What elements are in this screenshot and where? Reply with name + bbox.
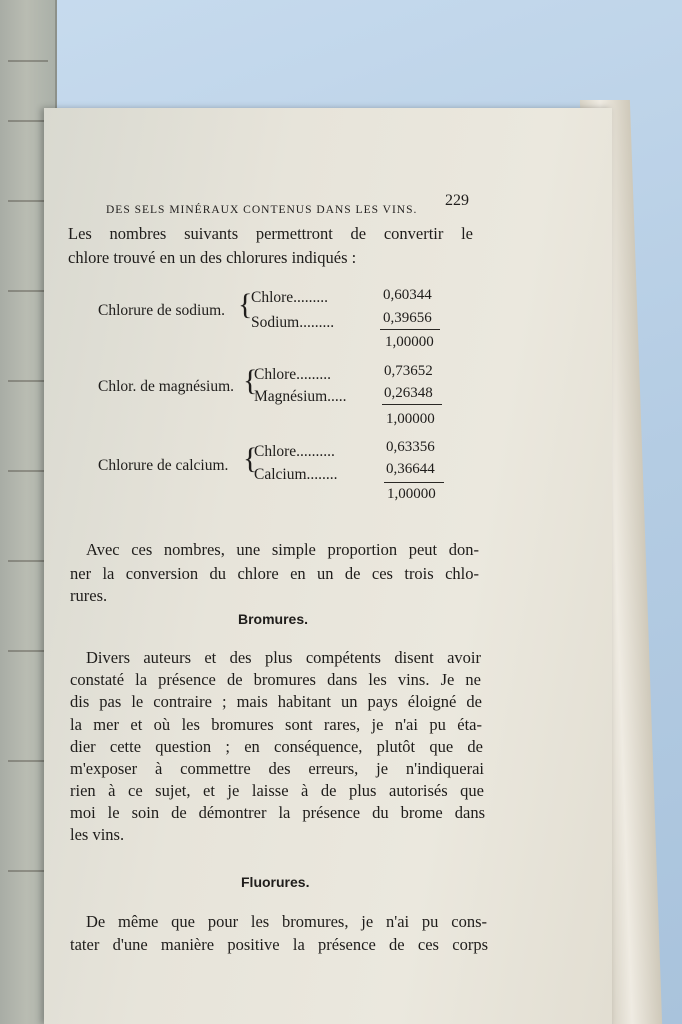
compound-name: Chlorure de sodium. xyxy=(98,302,225,319)
intro-line: chlore trouvé en un des chlorures indiqués : xyxy=(68,248,357,267)
intro-line: Les nombres suivants permettront de convertir le xyxy=(68,224,473,243)
paragraph-line: les vins. xyxy=(70,825,125,844)
element-value: 0,60344 xyxy=(383,287,432,303)
paragraph-line: constaté la présence de bromures dans les vins. Je ne xyxy=(70,670,481,689)
brace-icon: { xyxy=(238,288,253,321)
total-value: 1,00000 xyxy=(387,486,436,502)
paragraph-line: ner la conversion du chlore en un de ces trois chlo- xyxy=(70,564,479,583)
element-label: Calcium........ xyxy=(254,466,338,483)
element-value: 0,36644 xyxy=(386,461,435,477)
element-label: Chlore.......... xyxy=(254,443,335,460)
element-label: Chlore......... xyxy=(251,289,329,306)
paragraph-line: De même que pour les bromures, je n'ai pu cons- xyxy=(86,912,487,931)
compound-name: Chlor. de magnésium. xyxy=(98,378,235,395)
paragraph-line: rures. xyxy=(70,586,108,605)
compound-name: Chlorure de calcium. xyxy=(98,457,229,474)
page-number: 229 xyxy=(445,192,469,209)
element-value: 0,73652 xyxy=(384,363,433,379)
brace-icon: { xyxy=(243,364,258,397)
element-label: Chlore......... xyxy=(254,366,332,383)
sum-rule xyxy=(380,329,440,330)
sum-rule xyxy=(382,404,442,405)
sum-rule xyxy=(384,482,444,483)
paragraph-line: tater d'une manière positive la présence de ces corps xyxy=(70,935,488,954)
paragraph-line: dier cette question ; en conséquence, plutôt que de xyxy=(70,737,483,756)
element-value: 0,26348 xyxy=(384,385,433,401)
section-heading-bromures: Bromures. xyxy=(238,611,309,627)
paragraph-line: moi le soin de démontrer la présence du brome dans xyxy=(70,803,485,822)
paragraph-line: Avec ces nombres, une simple proportion peut don- xyxy=(86,540,479,559)
element-label: Magnésium..... xyxy=(254,388,347,405)
running-header: DES SELS MINÉRAUX CONTENUS DANS LES VINS. xyxy=(106,204,418,216)
element-label: Sodium......... xyxy=(251,314,335,331)
paragraph-line: rien à ce sujet, et je laisse à de plus autorisés que xyxy=(70,781,484,800)
element-value: 0,39656 xyxy=(383,310,432,326)
paragraph-line: Divers auteurs et des plus compétents disent avoir xyxy=(86,648,481,667)
brace-icon: { xyxy=(243,442,258,475)
paragraph-line: m'exposer à commettre des erreurs, je n'indiquerai xyxy=(70,759,484,778)
paragraph-line: dis pas le contraire ; mais habitant un pays éloigné de xyxy=(70,692,482,711)
total-value: 1,00000 xyxy=(386,411,435,427)
section-heading-fluorures: Fluorures. xyxy=(241,874,310,890)
paragraph-line: la mer et où les bromures sont rares, je n'ai pu éta- xyxy=(70,715,482,734)
total-value: 1,00000 xyxy=(385,334,434,350)
element-value: 0,63356 xyxy=(386,439,435,455)
